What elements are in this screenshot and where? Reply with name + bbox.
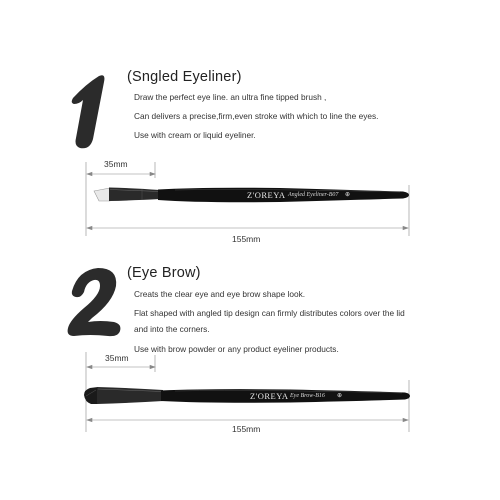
section2-line-4: Use with brow powder or any product eyeliner products. (134, 344, 339, 354)
section1-tip-dimension: 35mm (104, 159, 128, 169)
brush2-model-label: Eye Brow-B16 (290, 393, 325, 399)
section2-tip-dimension: 35mm (105, 353, 129, 363)
section2-total-dimension: 155mm (232, 424, 261, 434)
section2-line-2: Flat shaped with angled tip design can firmly distributes colors over the lid (134, 308, 405, 318)
section1-title: (Sngled Eyeliner) (127, 69, 242, 85)
section1-line-1: Draw the perfect eye line. an ultra fine tipped brush , (134, 92, 327, 102)
numeral-two-graphic (68, 268, 121, 336)
section1-line-2: Can delivers a precise,firm,even stroke with which to line the eyes. (134, 111, 379, 121)
brush2-brand-label: Z'OREYA (250, 391, 289, 401)
section2-title: (Eye Brow) (127, 265, 201, 281)
brush2-circle-icon: ⊕ (337, 393, 343, 399)
eye-brow-brush (84, 387, 410, 404)
section1-line-3: Use with cream or liquid eyeliner. (134, 130, 256, 140)
brush1-model-label: Angled Eyeliner-B07 (288, 192, 339, 198)
brush1-brand-label: Z'OREYA (247, 190, 286, 200)
section1-total-dimension: 155mm (232, 234, 261, 244)
section2-line-1: Creats the clear eye and eye brow shape look. (134, 289, 306, 299)
section2-line-3: and into the corners. (134, 324, 210, 334)
brush1-circle-icon: ⊕ (345, 192, 351, 198)
numeral-one-graphic (72, 75, 105, 148)
